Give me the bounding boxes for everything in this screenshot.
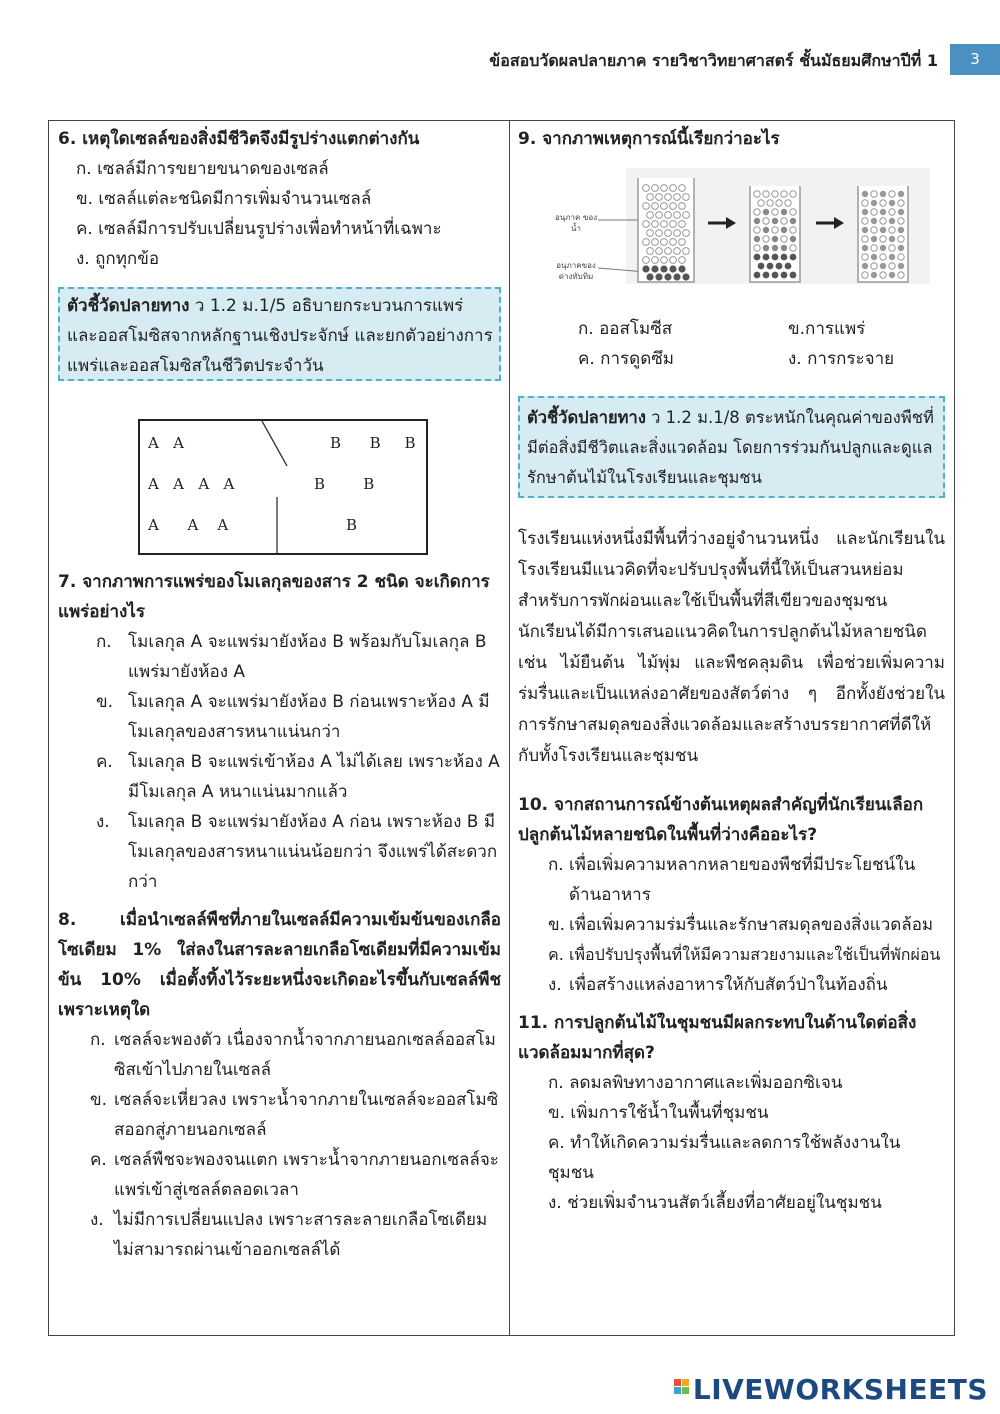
dye-particle-label: อนุภาคของ ด่างทับทิม [556,261,596,281]
column-divider [509,120,510,1336]
header-title: ข้อสอบวัดผลปลายภาค รายวิชาวิทยาศาสตร์ ชั้นมัธยมศึกษาปีที่ 1 [489,51,938,70]
q7-option-a[interactable]: ก. โมเลกุล A จะแพร่มายังห้อง B พร้อมกับโมเลกุล B แพร่มายังห้อง A [96,632,487,682]
q8-option-b[interactable]: ข. เซลล์จะเหี่ยวลง เพราะน้ำจากภายในเซลล์จะออสโมซิสออกสู่ภายนอกเซลล์ [90,1090,499,1140]
q6-option-c[interactable]: ค. เซลล์มีการปรับเปลี่ยนรูปร่างเพื่อทำหน้าที่เฉพาะ [76,219,442,239]
molecule-b-row-1: B B B [330,434,416,452]
beaker-1 [638,178,694,282]
left-column [58,120,501,1265]
q6-option-d[interactable]: ง. ถูกทุกข้อ [76,249,160,269]
molecule-a-row-3: A A A [148,516,229,534]
q9-options [518,314,945,376]
indicator-label: ตัวชี้วัดปลายทาง [527,408,646,427]
indicator-text: ว 1.2 ม.1/5 อธิบายกระบวนการแพร่และออสโมซิสจากหลักฐานเชิงประจักษ์ และยกตัวอย่างการแพร่และออสโมซิสในชีวิตประจำวัน [67,296,493,376]
question-10: 10. จากสถานการณ์ข้างต้นเหตุผลสำคัญที่นักเรียนเลือกปลูกต้นไม้หลายชนิดในพื้นที่ว่างคืออะไร? [518,795,924,845]
indicator-text: ว 1.2 ม.1/8 ตระหนักในคุณค่าของพืชที่มีต่อสิ่งมีชีวิตและสิ่งแวดล้อม โดยการร่วมกันปลูกและดูแลรักษาต้นไม้ในโรงเรียนและชุมชน [527,408,934,487]
molecule-a-row-1: A A [148,434,184,452]
indicator-box-1 [58,287,501,381]
beaker-3 [858,186,908,282]
indicator-box-2 [518,396,945,498]
q8-option-c[interactable]: ค. เซลล์พืชจะพองจนแตก เพราะน้ำจากภายนอกเซลล์จะแพร่เข้าสู่เซลล์ตลอดเวลา [90,1150,499,1200]
q7-option-c[interactable]: ค. โมเลกุล B จะแพร่เข้าห้อง A ไม่ได้เลย เพราะห้อง A มีโมเลกุล A หนาแน่นมากแล้ว [96,752,500,802]
q10-option-d[interactable]: ง. เพื่อสร้างแหล่งอาหารให้กับสัตว์ป่าในท้องถิ่น [548,975,888,995]
q9-option-d[interactable]: ง. การกระจาย [788,349,895,369]
question-11: 11. การปลูกต้นไม้ในชุมชนมีผลกระทบในด้านใดต่อสิ่งแวดล้อมมากที่สุด? [518,1013,917,1063]
molecule-b-row-3: B [346,516,358,534]
beaker-figure [554,168,930,284]
liveworksheets-logo[interactable] [674,1373,988,1406]
logo-text: LIVEWORKSHEETS [692,1373,988,1406]
q11-option-a[interactable]: ก. ลดมลพิษทางอากาศและเพิ่มออกซิเจน [548,1073,843,1093]
page-number: 3 [950,44,1000,75]
q10-option-c[interactable]: ค. เพื่อปรับปรุงพื้นที่ให้มีความสวยงามและใช้เป็นที่พักผ่อน [548,945,941,964]
q11-option-d[interactable]: ง. ช่วยเพิ่มจำนวนสัตว์เลี้ยงที่อาศัยอยู่ในชุมชน [548,1193,882,1213]
q7-option-d[interactable]: ง. โมเลกุล B จะแพร่มายังห้อง A ก่อน เพราะห้อง B มีโมเลกุลของสารหนาแน่นน้อยกว่า จึงแพร่ได้สะดวกกว่า [96,812,498,892]
scenario-paragraph: โรงเรียนแห่งหนึ่งมีพื้นที่ว่างอยู่จำนวนหนึ่ง และนักเรียนในโรงเรียนมีแนวคิดที่จะปรับปรุงพื้นที่นี้ให้เป็นสวนหย่อมสำหรับการพักผ่อนและใช้เป็นพื้นที่สีเขียวของชุมชน นักเรียนได้มีการเสนอแนวคิดในการปลูกต้นไม้หลายชนิด เช่น ไม้ยืนต้น ไม้พุ่ม และพืชคลุมดิน เพื่อช่วยเพิ่มความร่มรื่นและเป็นแหล่งอาศัยของสัตว์ต่าง ๆ อีกทั้งยังช่วยในการรักษาสมดุลของสิ่งแวดล้อมและสร้างบรรยากาศที่ดีให้กับทั้งโรงเรียนและชุมชน [518,529,945,766]
indicator-label: ตัวชี้วัดปลายทาง [67,296,190,316]
q8-option-a[interactable]: ก. เซลล์จะพองตัว เนื่องจากน้ำจากภายนอกเซลล์ออสโมซิสเข้าไปภายในเซลล์ [90,1030,496,1080]
q9-option-c[interactable]: ค. การดูดซึม [578,349,674,369]
q6-option-b[interactable]: ข. เซลล์แต่ละชนิดมีการเพิ่มจำนวนเซลล์ [76,189,372,209]
question-6: 6. เหตุใดเซลล์ของสิ่งมีชีวิตจึงมีรูปร่างแตกต่างกัน [58,129,420,149]
q7-option-b[interactable]: ข. โมเลกุล A จะแพร่มายังห้อง B ก่อนเพราะห้อง A มีโมเลกุลของสารหนาแน่นกว่า [96,692,490,742]
beaker-2 [750,186,800,282]
question-7: 7. จากภาพการแพร่ของโมเลกุลของสาร 2 ชนิด จะเกิดการแพร่อย่างไร [58,572,490,622]
question-8: 8. เมื่อนำเซลล์พืชที่ภายในเซลล์มีความเข้มข้นของเกลือโซเดียม 1% ใส่ลงในสารละลายเกลือโซเดียมที่มีความเข้มข้น 10% เมื่อตั้งทิ้งไว้ระยะหนึ่งจะเกิดอะไรขึ้นกับเซลล์พืช เพราะเหตุใด [58,910,501,1020]
question-9: 9. จากภาพเหตุการณ์นี้เรียกว่าอะไร [518,129,780,149]
molecule-a-row-2: A A A A [148,475,235,493]
right-column [518,120,945,1218]
q10-option-a[interactable]: ก. เพื่อเพิ่มความหลากหลายของพืชที่มีประโยชน์ในด้านอาหาร [548,855,916,905]
q9-option-a[interactable]: ก. ออสโมซีส [578,319,673,339]
molecule-b-row-2: B B [314,475,375,493]
diffusion-figure [138,419,428,555]
q9-option-b[interactable]: ข.การแพร่ [788,319,866,339]
q10-option-b[interactable]: ข. เพื่อเพิ่มความร่มรื่นและรักษาสมดุลของสิ่งแวดล้อม [548,915,934,935]
q6-option-a[interactable]: ก. เซลล์มีการขยายขนาดของเซลล์ [76,159,329,179]
q11-option-b[interactable]: ข. เพิ่มการใช้น้ำในพื้นที่ชุมชน [548,1103,769,1123]
water-particle-label: อนุภาค ของน้ำ [554,213,598,233]
logo-icon [674,1379,690,1401]
q8-option-d[interactable]: ง. ไม่มีการเปลี่ยนแปลง เพราะสารละลายเกลือโซเดียมไม่สามารถผ่านเข้าออกเซลล์ได้ [90,1210,488,1260]
q11-option-c[interactable]: ค. ทำให้เกิดความร่มรื่นและลดการใช้พลังงานในชุมชน [548,1133,901,1183]
diffusion-beakers-illustration [554,168,930,284]
